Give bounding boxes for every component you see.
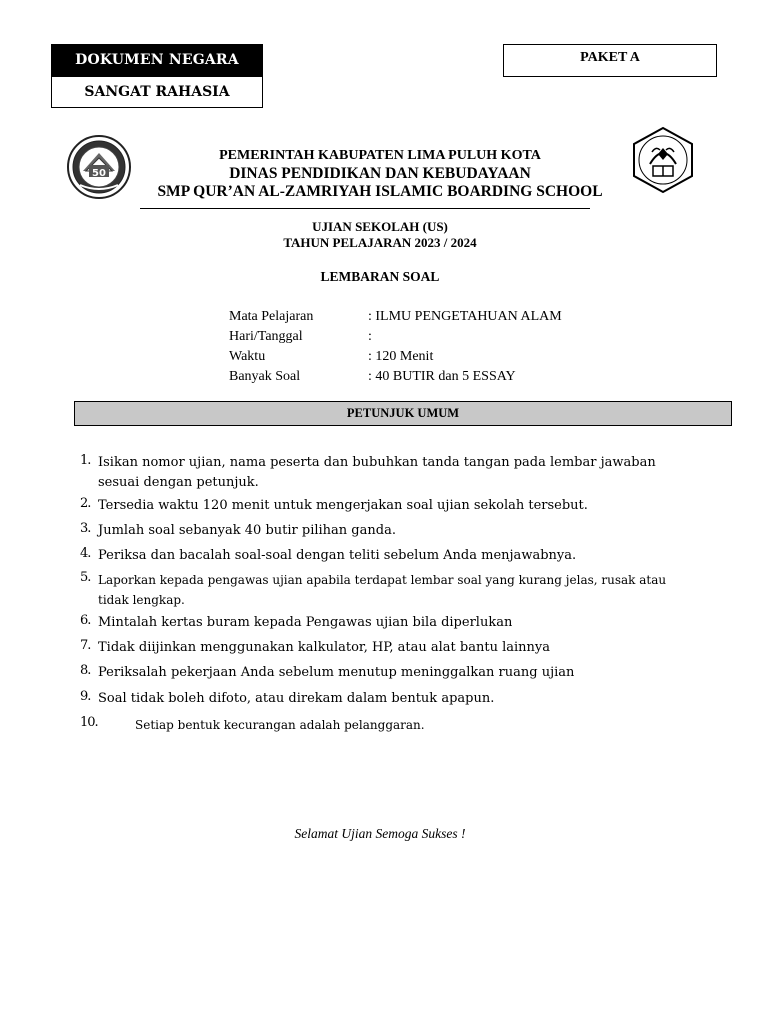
list-item-text: Setiap bentuk kecurangan adalah pelanggaran.: [135, 718, 425, 732]
info-value-time: : 120 Menit: [368, 349, 434, 364]
paket-badge: PAKET A: [503, 44, 717, 77]
info-label-subject: Mata Pelajaran: [229, 309, 314, 324]
list-item-number: 3.: [80, 521, 91, 536]
info-label-date: Hari/Tanggal: [229, 329, 303, 344]
list-item-number: 8.: [80, 663, 91, 678]
list-item-number: 7.: [80, 638, 91, 653]
header-divider: [140, 208, 590, 209]
exam-title: UJIAN SEKOLAH (US): [312, 219, 448, 234]
list-item-number: 5.: [80, 570, 91, 585]
list-item-number: 2.: [80, 496, 91, 511]
header-line-1: PEMERINTAH KABUPATEN LIMA PULUH KOTA: [219, 148, 541, 163]
list-item-number: 10.: [80, 715, 98, 730]
dokumen-negara-badge: DOKUMEN NEGARA: [51, 44, 263, 76]
info-value-subject: : ILMU PENGETAHUAN ALAM: [368, 309, 562, 324]
header-line-2: DINAS PENDIDIKAN DAN KEBUDAYAAN: [229, 165, 531, 182]
list-item-text: Jumlah soal sebanyak 40 butir pilihan ganda.: [98, 523, 396, 538]
closing-message: Selamat Ujian Semoga Sukses !: [294, 826, 466, 841]
info-value-date: :: [368, 329, 372, 344]
list-item-number: 9.: [80, 689, 91, 704]
list-item-text: Mintalah kertas buram kepada Pengawas ujian bila diperlukan: [98, 615, 513, 630]
info-label-count: Banyak Soal: [229, 369, 301, 384]
list-item-text: Periksalah pekerjaan Anda sebelum menutup meninggalkan ruang ujian: [98, 665, 575, 680]
list-item-text: Laporkan kepada pengawas ujian apabila terdapat lembar soal yang kurang jelas, rusak atau tidak lengkap.: [98, 573, 667, 607]
list-item-text: Isikan nomor ujian, nama peserta dan bubuhkan tanda tangan pada lembar jawaban sesuai dengan petunjuk.: [98, 455, 656, 490]
exam-year: TAHUN PELAJARAN 2023 / 2024: [283, 235, 477, 250]
list-item-number: 4.: [80, 546, 91, 561]
emblem-number: 50: [92, 168, 106, 179]
list-item-text: Periksa dan bacalah soal-soal dengan teliti sebelum Anda menjawabnya.: [98, 548, 577, 563]
list-item-number: 1.: [80, 453, 91, 468]
sangat-rahasia-badge: SANGAT RAHASIA: [51, 76, 263, 108]
header-line-3: SMP QUR’AN AL-ZAMRIYAH ISLAMIC BOARDING SCHOOL: [157, 183, 603, 200]
list-item-text: Tidak diijinkan menggunakan kalkulator, HP, atau alat bantu lainnya: [98, 640, 550, 655]
petunjuk-umum-header: PETUNJUK UMUM: [74, 401, 732, 426]
info-label-time: Waktu: [229, 349, 266, 364]
list-item-number: 6.: [80, 613, 91, 628]
list-item-text: Soal tidak boleh difoto, atau direkam dalam bentuk apapun.: [98, 691, 495, 706]
info-value-count: : 40 BUTIR dan 5 ESSAY: [368, 369, 516, 384]
sheet-title: LEMBARAN SOAL: [320, 269, 440, 284]
list-item-text: Tersedia waktu 120 menit untuk mengerjakan soal ujian sekolah tersebut.: [98, 498, 588, 513]
